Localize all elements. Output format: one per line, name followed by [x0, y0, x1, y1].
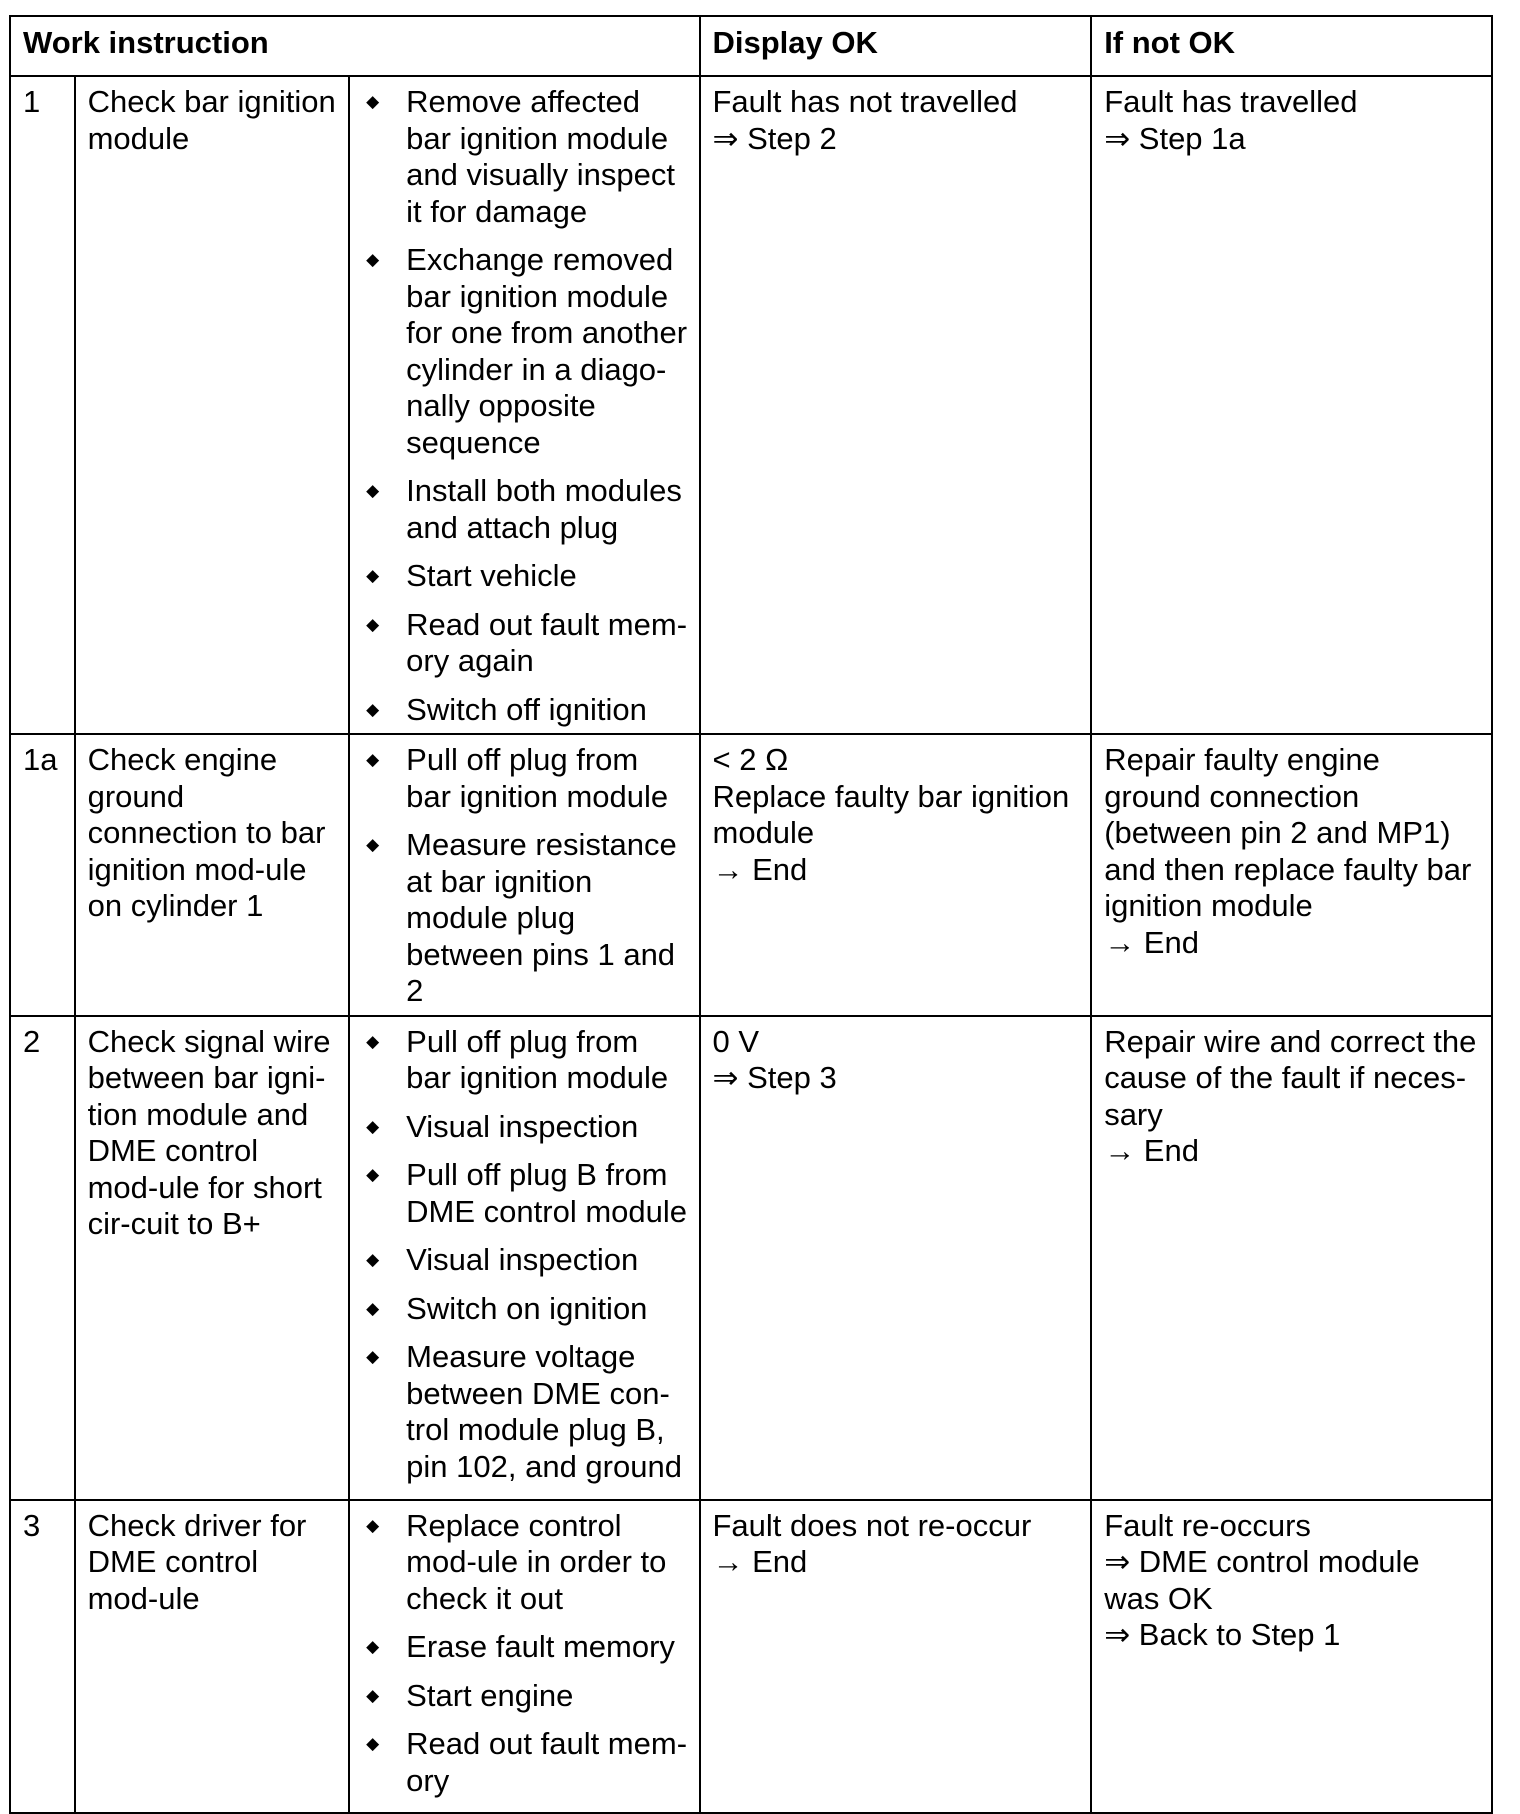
list-item: ◆ Remove affected bar ignition module and visually inspect it for damage	[364, 84, 688, 230]
step-number: 2	[10, 1016, 75, 1500]
work-instruction-table	[9, 15, 1493, 1814]
if-not-ok-cell	[1091, 1500, 1492, 1813]
table-row	[10, 1016, 1492, 1500]
display-ok-cell	[700, 1016, 1092, 1500]
header-display-ok: Display OK	[700, 16, 1092, 76]
task-description: Check engine ground connection to bar ignition mod-ule on cylinder 1	[75, 734, 350, 1016]
list-item: ◆ Measure resistance at bar ignition module plug between pins 1 and 2	[364, 827, 688, 1010]
if-not-ok-line: Repair faulty engine ground connection (between pin 2 and MP1) and then replace faulty bar ignition module	[1104, 742, 1480, 923]
if-not-ok-cell	[1091, 76, 1492, 734]
list-item: ◆ Install both modules and attach plug	[364, 473, 688, 546]
display-ok-cell	[700, 76, 1092, 734]
if-not-ok-cell	[1091, 1016, 1492, 1500]
table-row	[10, 76, 1492, 734]
list-item: ◆ Measure voltage between DME con-trol module plug B, pin 102, and ground	[364, 1339, 688, 1485]
display-ok-line: ⇒ Step 2	[712, 120, 837, 156]
table-row	[10, 1500, 1492, 1813]
if-not-ok-line: → End	[1104, 924, 1199, 960]
display-ok-cell	[700, 1500, 1092, 1813]
if-not-ok-line: Fault re-occurs	[1104, 1507, 1311, 1543]
if-not-ok-line: ⇒ Step 1a	[1104, 120, 1246, 156]
display-ok-line: < 2 Ω	[712, 742, 789, 777]
list-item: ◆ Visual inspection	[364, 1109, 688, 1146]
action-list-cell	[349, 76, 699, 734]
list-item: ◆ Switch off ignition	[364, 692, 688, 729]
step-number: 1	[10, 76, 75, 734]
display-ok-line: → End	[712, 851, 808, 887]
header-if-not-ok: If not OK	[1091, 16, 1492, 76]
action-list-cell	[349, 734, 699, 1016]
step-number: 1a	[10, 734, 75, 1016]
if-not-ok-cell	[1091, 734, 1492, 1016]
list-item: ◆ Visual inspection	[364, 1242, 688, 1279]
action-list-cell	[349, 1500, 699, 1813]
action-list	[364, 1508, 688, 1800]
display-ok-line: Fault does not re-occur	[712, 1507, 1032, 1543]
display-ok-line: Fault has not travelled	[712, 84, 1018, 119]
list-item: ◆ Exchange removed bar ignition module for one from another cylinder in a diago-nally opposite sequence	[364, 242, 688, 461]
step-number: 3	[10, 1500, 75, 1813]
task-description: Check signal wire between bar igni-tion module and DME control mod-ule for short cir-cuit to B+	[75, 1016, 350, 1500]
table-row	[10, 734, 1492, 1016]
if-not-ok-line: ⇒ DME control module was OK	[1104, 1544, 1429, 1616]
display-ok-line: ⇒ Step 3	[712, 1060, 837, 1095]
display-ok-cell	[700, 734, 1092, 1016]
action-list	[364, 1024, 688, 1486]
task-description: Check driver for DME control mod-ule	[75, 1500, 350, 1813]
if-not-ok-line: ⇒ Back to Step 1	[1104, 1617, 1341, 1652]
list-item: ◆ Pull off plug from bar ignition module	[364, 1024, 688, 1097]
if-not-ok-line: → End	[1104, 1133, 1199, 1168]
if-not-ok-line: Repair wire and correct the cause of the fault if neces-sary	[1104, 1023, 1485, 1132]
display-ok-line: Replace faulty bar ignition module	[712, 778, 1078, 850]
list-item: ◆ Read out fault mem-ory	[364, 1726, 688, 1799]
list-item: ◆ Read out fault mem-ory again	[364, 607, 688, 680]
display-ok-line: → End	[712, 1544, 808, 1579]
list-item: ◆ Replace control mod-ule in order to check it out	[364, 1508, 688, 1618]
list-item: ◆ Pull off plug from bar ignition module	[364, 742, 688, 815]
list-item: ◆ Erase fault memory	[364, 1629, 688, 1666]
if-not-ok-line: Fault has travelled	[1104, 84, 1358, 119]
list-item: ◆ Start vehicle	[364, 558, 688, 595]
list-item: ◆ Switch on ignition	[364, 1291, 688, 1328]
list-item: ◆ Pull off plug B from DME control module	[364, 1157, 688, 1230]
task-description: Check bar ignition module	[75, 76, 350, 734]
display-ok-line: 0 V	[712, 1023, 760, 1059]
action-list-cell	[349, 1016, 699, 1500]
header-row	[10, 16, 1492, 76]
action-list	[364, 84, 688, 728]
action-list	[364, 742, 688, 1010]
header-work-instruction: Work instruction	[10, 16, 700, 76]
list-item: ◆ Start engine	[364, 1678, 688, 1715]
